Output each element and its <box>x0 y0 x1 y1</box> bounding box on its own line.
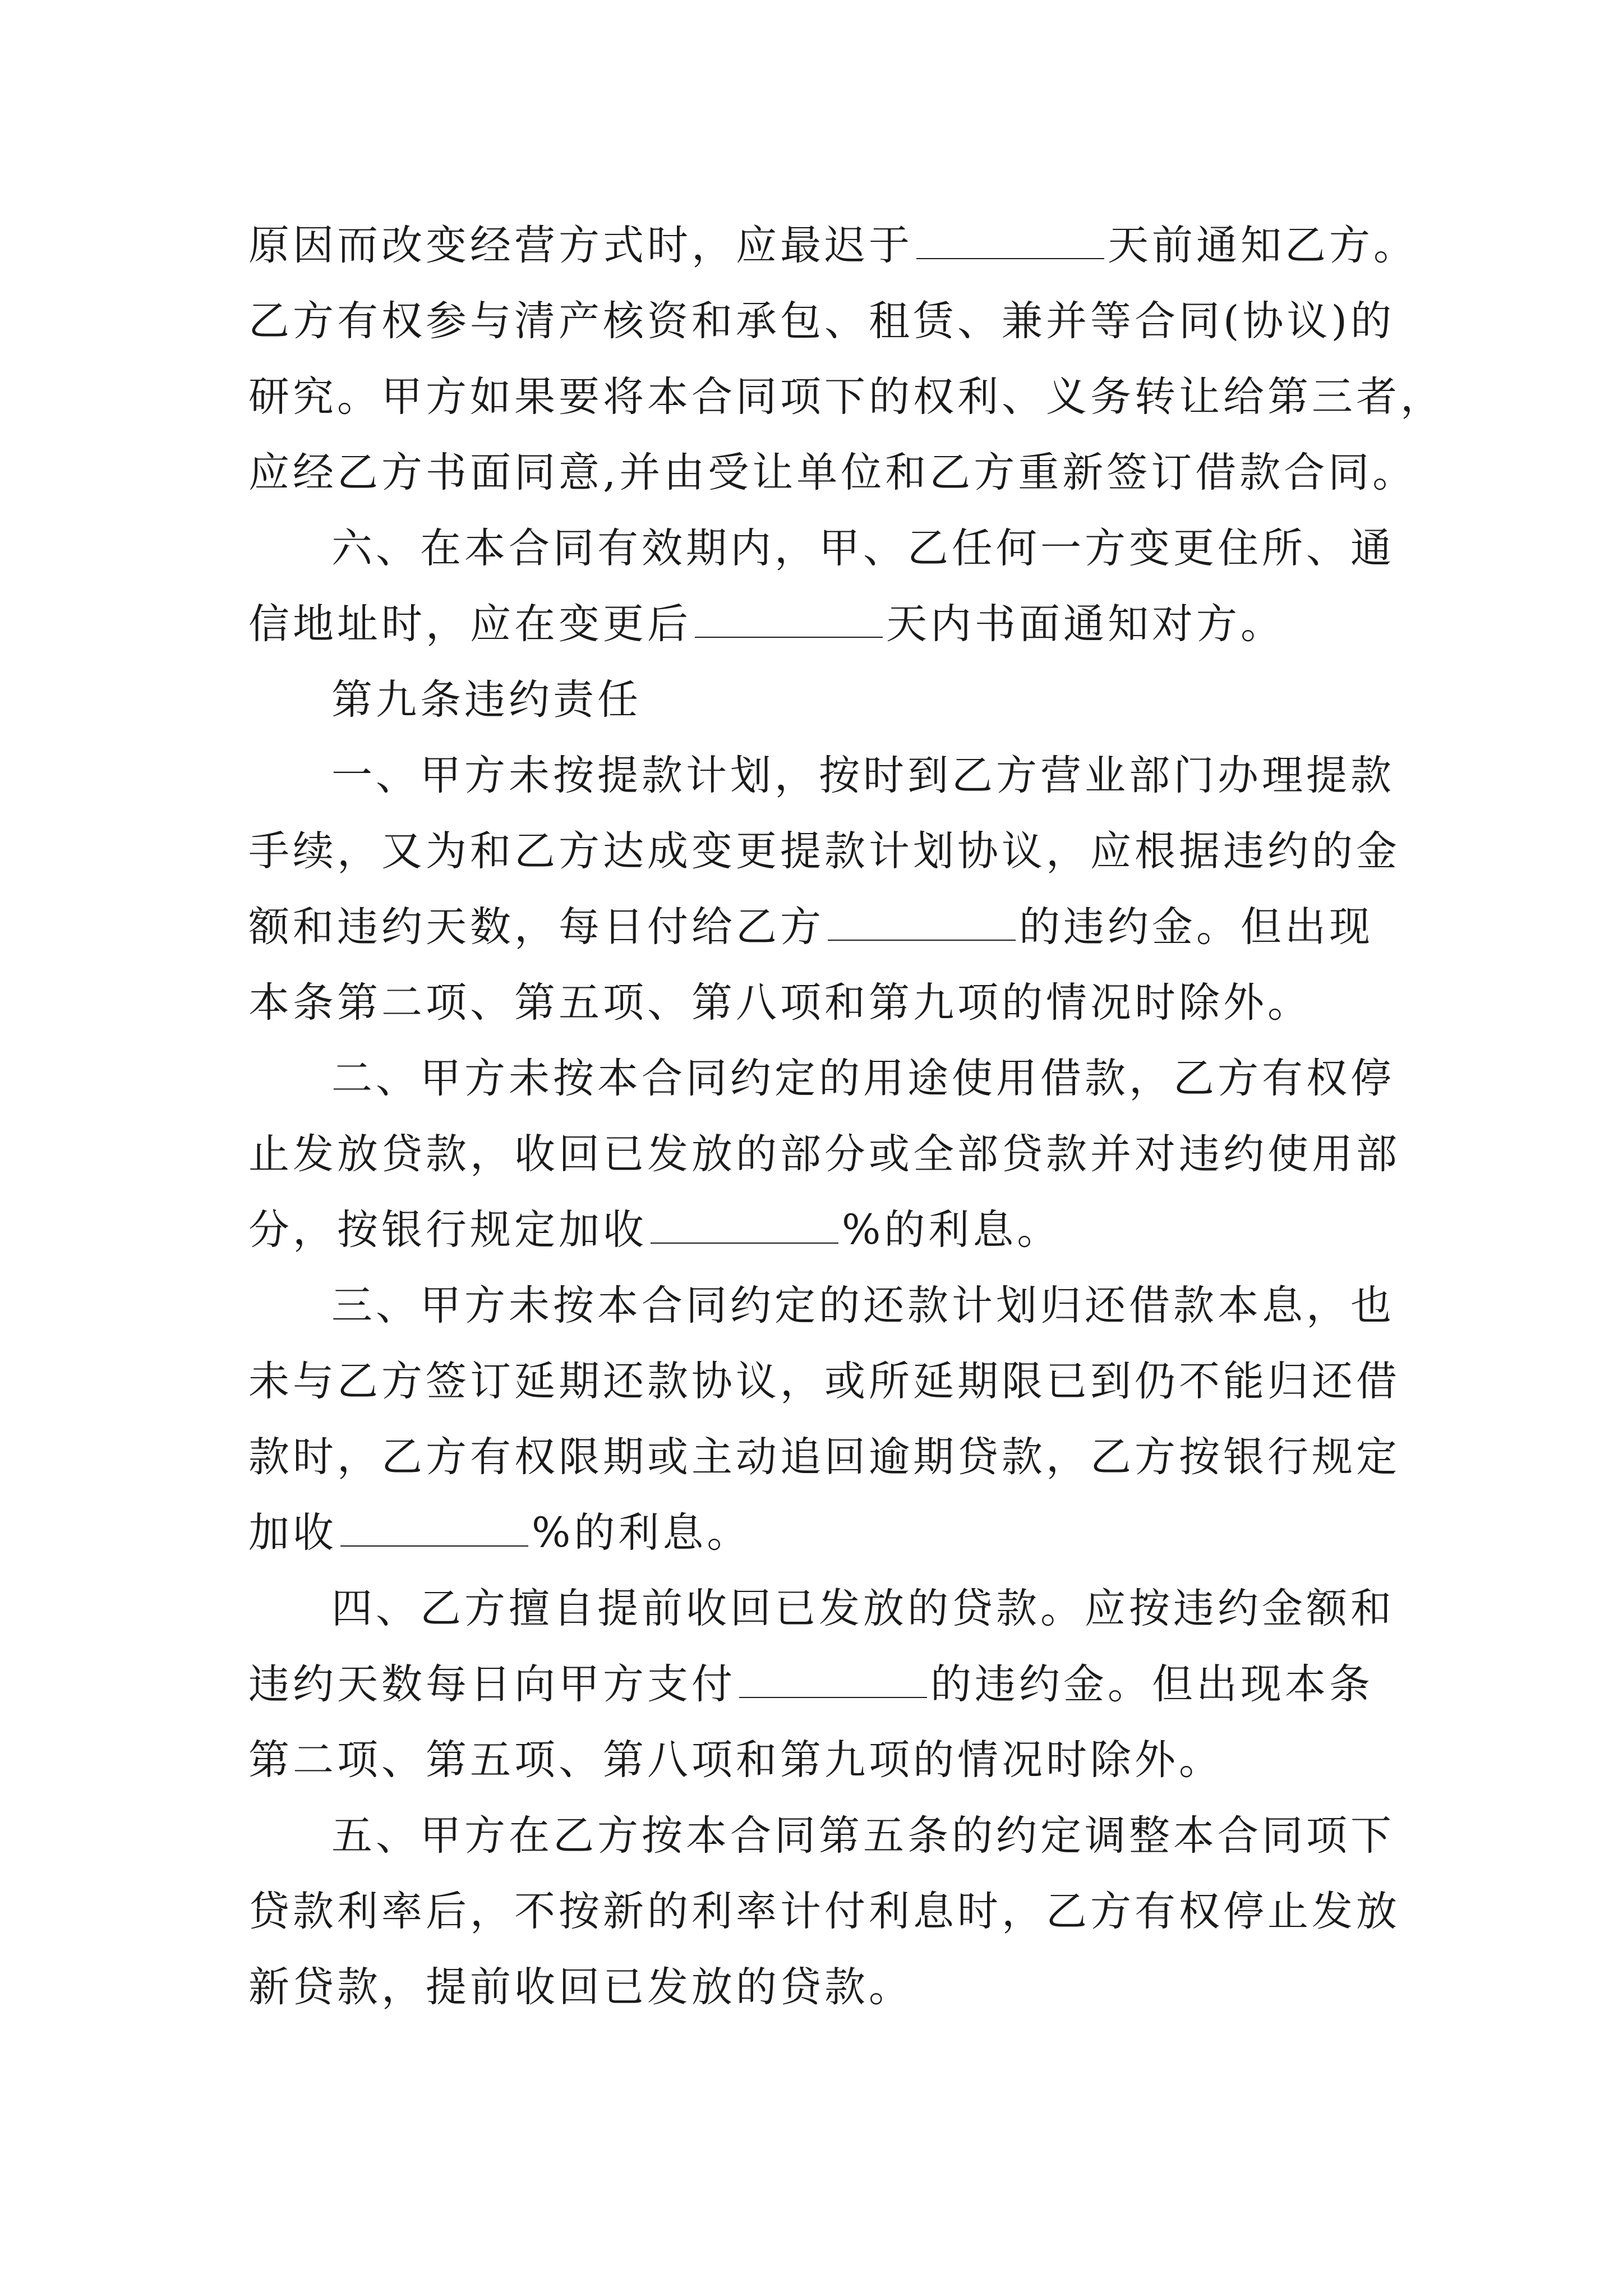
paragraph-line <box>248 965 1387 1041</box>
line-text: 天内书面通知对方。 <box>886 600 1285 648</box>
line-text: 未与乙方签订延期还款协议，或所延期限已到仍不能归还借 <box>248 1358 1400 1405</box>
line-text: 分，按银行规定加收 <box>248 1206 647 1254</box>
paragraph-line <box>248 283 1395 359</box>
line-text: 贷款利率后，不按新的利率计付利息时，乙方有权停止发放 <box>248 1888 1400 1935</box>
line-text: 六、在本合同有效期内，甲、乙任何一方变更住所、通 <box>331 524 1395 572</box>
paragraph-line <box>248 1722 1387 1798</box>
paragraph-line <box>248 813 1400 889</box>
paragraph-line <box>248 889 1387 965</box>
paragraph-line <box>248 1041 1395 1116</box>
fill-in-blank[interactable] <box>739 1658 927 1698</box>
paragraph-line <box>248 586 1387 662</box>
fill-in-blank[interactable] <box>828 901 1016 941</box>
paragraph-line <box>248 510 1395 586</box>
line-text: 手续，又为和乙方达成变更提款计划协议，应根据违约的金 <box>248 827 1400 875</box>
line-text: 乙方有权参与清产核资和承包、租赁、兼并等合同(协议)的 <box>248 297 1395 345</box>
line-text: 五、甲方在乙方按本合同第五条的约定调整本合同项下 <box>331 1812 1395 1860</box>
line-text: 新贷款，提前收回已发放的贷款。 <box>248 1963 913 2011</box>
line-text: 的违约金。但出现本条 <box>930 1660 1373 1708</box>
fill-in-blank[interactable] <box>916 219 1104 259</box>
fill-in-blank[interactable] <box>651 1204 838 1244</box>
paragraph-line <box>248 1495 1387 1571</box>
section-heading <box>248 662 1387 738</box>
line-text: 第九条违约责任 <box>331 676 642 724</box>
line-text: 第二项、第五项、第八项和第九项的情况时除外。 <box>248 1736 1223 1784</box>
paragraph-line <box>248 1571 1395 1646</box>
line-text: 一、甲方未按提款计划，按时到乙方营业部门办理提款 <box>331 752 1395 799</box>
fill-in-blank[interactable] <box>340 1507 528 1547</box>
line-text: 研究。甲方如果要将本合同项下的权利、义务转让给第三者， <box>248 373 1445 421</box>
line-text: 违约天数每日向甲方支付 <box>248 1660 736 1708</box>
line-text: 额和违约天数，每日付给乙方 <box>248 903 824 951</box>
paragraph-line <box>248 1874 1400 1949</box>
line-text: 信地址时，应在变更后 <box>248 600 691 648</box>
document-body <box>248 208 1445 2025</box>
line-text: 天前通知乙方。 <box>1108 222 1418 269</box>
paragraph-line <box>248 1268 1395 1343</box>
line-text: 加收 <box>248 1509 337 1557</box>
line-text: 三、甲方未按本合同约定的还款计划归还借款本息，也 <box>331 1282 1395 1329</box>
line-text: 款时，乙方有权限期或主动追回逾期贷款，乙方按银行规定 <box>248 1433 1400 1481</box>
paragraph-line <box>248 435 1417 510</box>
paragraph-line <box>248 1116 1400 1192</box>
line-text: 本条第二项、第五项、第八项和第九项的情况时除外。 <box>248 979 1312 1027</box>
paragraph-line <box>248 1798 1395 1874</box>
paragraph-line <box>248 1646 1387 1722</box>
line-text: 的违约金。但出现 <box>1019 903 1373 951</box>
fill-in-blank[interactable] <box>695 598 883 638</box>
line-text: 应经乙方书面同意,并由受让单位和乙方重新签订借款合同。 <box>248 449 1417 496</box>
line-text: 四、乙方擅自提前收回已发放的贷款。应按违约金额和 <box>331 1585 1395 1632</box>
line-text: 原因而改变经营方式时，应最迟于 <box>248 222 913 269</box>
line-text: 二、甲方未按本合同约定的用途使用借款，乙方有权停 <box>331 1055 1395 1102</box>
line-text: %的利息。 <box>842 1206 1062 1254</box>
paragraph-line <box>248 738 1395 813</box>
line-text: 止发放贷款，收回已发放的部分或全部贷款并对违约使用部 <box>248 1130 1400 1178</box>
paragraph-line <box>248 1192 1387 1268</box>
paragraph-line <box>248 1419 1400 1495</box>
paragraph-line <box>248 208 1418 283</box>
line-text: %的利息。 <box>532 1509 751 1557</box>
paragraph-line <box>248 1949 1387 2025</box>
paragraph-line <box>248 1343 1400 1419</box>
paragraph-line <box>248 359 1445 435</box>
